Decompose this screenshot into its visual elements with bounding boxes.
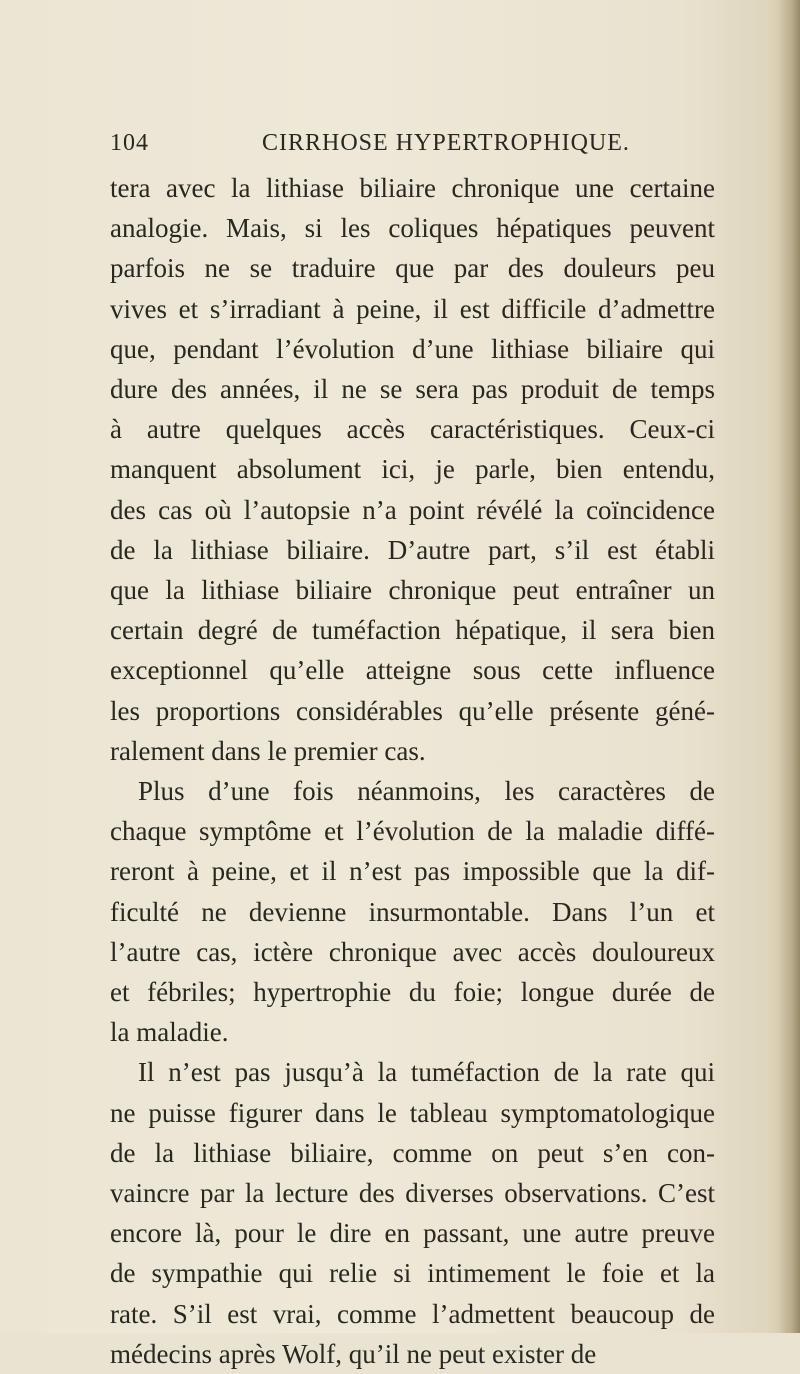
text-line: manquent absolument ici, je parle, bien entendu,: [110, 454, 715, 485]
text-line: Il n’est pas jusqu’à la tuméfaction de la rate qui: [138, 1057, 715, 1088]
text-line: vives et s’irradiant à peine, il est difficile d’admettre: [110, 293, 715, 324]
text-line: ficulté ne devienne insurmontable. Dans l’un et: [110, 896, 715, 927]
page-header: [110, 130, 670, 164]
page-edge-shadow: [778, 0, 800, 1333]
text-line: que, pendant l’évolution d’une lithiase biliaire qui: [110, 333, 715, 364]
text-line: à autre quelques accès caractéristiques. Ceux-ci: [110, 414, 715, 445]
text-line: tera avec la lithiase biliaire chronique une certaine: [110, 173, 715, 203]
text-line: la maladie.: [110, 1017, 229, 1048]
text-line: parfois ne se traduire que par des douleurs peu: [110, 253, 715, 284]
text-line: et fébriles; hypertrophie du foie; longue durée de: [110, 977, 715, 1008]
text-line: que la lithiase biliaire chronique peut entraîner un: [110, 575, 715, 606]
body-text: [110, 168, 715, 1374]
text-line: encore là, pour le dire en passant, une autre preuve: [110, 1218, 715, 1249]
text-line: rate. S’il est vrai, comme l’admettent beaucoup de: [110, 1298, 715, 1329]
text-line: exceptionnel qu’elle atteigne sous cette influence: [110, 655, 715, 686]
text-line: de sympathie qui relie si intimement le foie et la: [110, 1258, 715, 1289]
text-line: analogie. Mais, si les coliques hépatiques peuvent: [110, 213, 715, 244]
running-head: CIRRHOSE HYPERTROPHIQUE.: [262, 130, 630, 156]
page-number: 104: [110, 130, 149, 156]
text-line: vaincre par la lecture des diverses observations. C’est: [110, 1178, 715, 1209]
text-line: chaque symptôme et l’évolution de la maladie diffé-: [110, 816, 715, 847]
text-line: reront à peine, et il n’est pas impossible que la dif-: [110, 856, 715, 887]
text-line: de la lithiase biliaire. D’autre part, s’il est établi: [110, 534, 715, 565]
text-line: de la lithiase biliaire, comme on peut s’en con-: [110, 1137, 715, 1168]
text-line: les proportions considérables qu’elle présente géné-: [110, 695, 715, 726]
text-line: dure des années, il ne se sera pas produit de temps: [110, 374, 715, 405]
text-line: ne puisse figurer dans le tableau symptomatologique: [110, 1097, 715, 1128]
text-line: ralement dans le premier cas.: [110, 735, 426, 766]
text-line: certain degré de tuméfaction hépatique, il sera bien: [110, 615, 715, 646]
text-line: Plus d’une fois néanmoins, les caractères de: [138, 776, 715, 807]
text-line: médecins après Wolf, qu’il ne peut exister de: [110, 1338, 597, 1369]
text-line: l’autre cas, ictère chronique avec accès douloureux: [110, 936, 715, 967]
text-line: des cas où l’autopsie n’a point révélé la coïncidence: [110, 494, 715, 525]
